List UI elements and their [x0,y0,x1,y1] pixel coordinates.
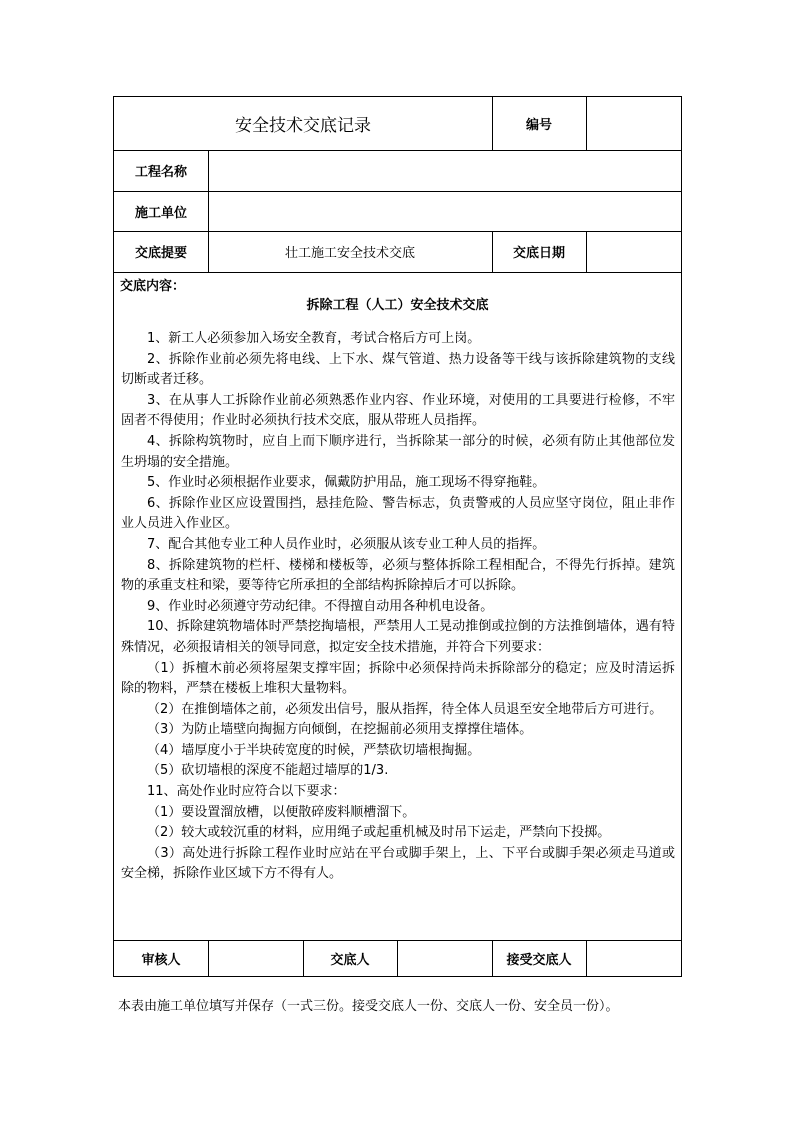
content-paragraph: 1、新工人必须参加入场安全教育，考试合格后方可上岗。 [147,331,481,346]
content-paragraph: 2、拆除作业前必须先将电线、上下水、煤气管道、热力设备等干线与该拆除建筑物的支线切断或者迁移。 [121,351,675,388]
summary-label: 交底提要 [134,246,187,261]
content-paragraph: 5、作业时必须根据作业要求，佩戴防护用品，施工现场不得穿拖鞋。 [147,475,546,491]
content-paragraph: 6、拆除作业区应设置围挡，悬挂危险、警告标志，负责警戒的人员应坚守岗位，阻止非作业人员进入作业区。 [121,495,675,532]
content-paragraph: 3、在从事人工拆除作业前必须熟悉作业内容、作业环境，对使用的工具要进行检修，不牢固者不得使用；作业时必须执行技术交底，服从带班人员指挥。 [121,392,675,429]
content-label: 交底内容： [120,279,186,294]
receiver-label: 接受交底人 [506,953,572,968]
content-paragraph: 10、拆除建筑物墙体时严禁挖掏墙根，严禁用人工晃动推倒或拉倒的方法推倒墙体，遇有特殊情况，必须报请相关的领导同意，拟定安全技术措施，并符合下列要求： [121,619,675,655]
content-paragraph: （2）较大或较沉重的材料，应用绳子或起重机械及时吊下运走，严禁向下投掷。 [147,825,611,841]
content-paragraphs [121,329,675,885]
content-title: 拆除工程（人工）安全技术交底 [306,298,489,313]
project-name-label: 工程名称 [134,165,187,180]
content-paragraph: 11、高处作业时应符合以下要求： [147,784,346,800]
project-name-field[interactable] [208,150,681,191]
construction-unit-field[interactable] [208,191,681,231]
content-paragraph: （1）拆檀木前必须将屋架支撑牢固；拆除中必须保持尚未拆除部分的稳定；应及时清运拆除的物料，严禁在楼板上堆积大量物料。 [121,660,675,697]
disclosure-content [114,272,681,940]
presenter-label: 交底人 [330,953,370,968]
content-paragraph: （3）高处进行拆除工程作业时应站在平台或脚手架上，上、下平台或脚手架必须走马道或安全梯，拆除作业区域下方不得有人。 [121,845,675,882]
content-paragraph: （1）要设置溜放槽，以便散碎废料顺槽溜下。 [147,804,416,820]
safety-disclosure-form [113,96,682,977]
date-label: 交底日期 [512,246,565,261]
content-paragraph: （5）砍切墙根的深度不能超过墙厚的1/3. [147,763,389,779]
number-label: 编号 [525,118,552,133]
content-paragraph: （2）在推倒墙体之前，必须发出信号，服从指挥，待全体人员退至安全地带后方可进行。 [147,701,663,717]
summary-field[interactable]: 壮工施工安全技术交底 [284,246,415,261]
content-paragraph: 9、作业时必须遵守劳动纪律。不得擅自动用各种机电设备。 [147,598,494,614]
presenter-field[interactable] [397,940,492,977]
number-field[interactable] [586,97,681,150]
content-paragraph: （3）为防止墙壁向掏掘方向倾倒，在挖掘前必须用支撑撑住墙体。 [147,722,533,738]
content-paragraph: （4）墙厚度小于半块砖宽度的时候，严禁砍切墙根掏掘。 [147,742,481,758]
form-title: 安全技术交底记录 [235,116,371,136]
form-footnote: 本表由施工单位填写并保存（一式三份。接受交底人一份、交底人一份、安全员一份）。 [118,999,619,1014]
content-paragraph: 7、配合其他专业工种人员作业时，必须服从该专业工种人员的指挥。 [147,536,546,552]
reviewer-field[interactable] [208,940,303,977]
receiver-field[interactable] [586,940,681,977]
content-paragraph: 4、拆除构筑物时，应自上而下顺序进行，当拆除某一部分的时候，必须有防止其他部位发生坍塌的安全措施。 [121,433,675,470]
date-field[interactable] [586,231,681,272]
content-paragraph: 8、拆除建筑物的栏杆、楼梯和楼板等，必须与整体拆除工程相配合，不得先行拆掉。建筑物的承重支柱和梁，要等待它所承担的全部结构拆除掉后才可以拆除。 [121,557,675,594]
construction-unit-label: 施工单位 [134,205,187,221]
reviewer-label: 审核人 [141,953,181,968]
